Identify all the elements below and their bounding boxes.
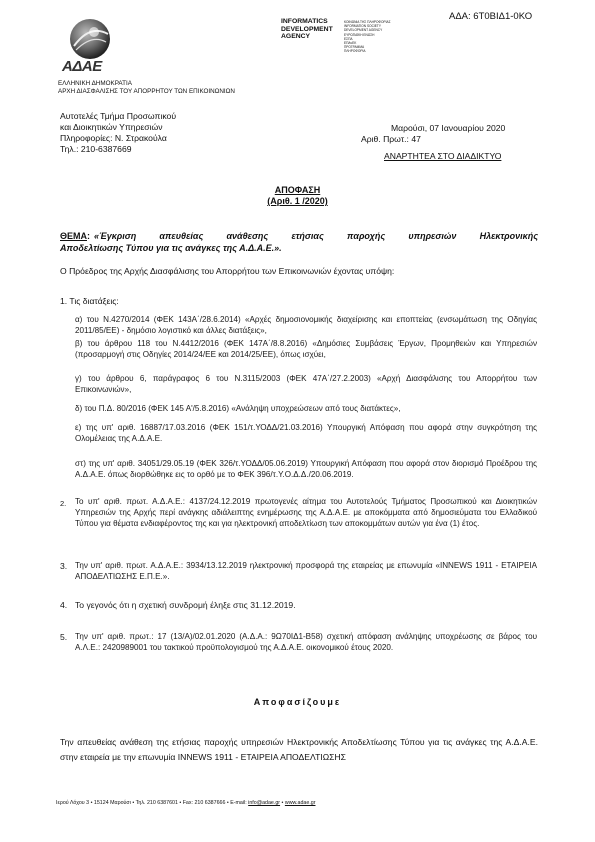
ida-small-1: ΚΟΙΝΩΝΙΑ ΤΗΣ ΠΛΗΡΟΦΟΡΙΑΣ [344, 20, 391, 24]
ida-small-text [344, 20, 391, 54]
provision-d: δ) του Π.Δ. 80/2016 (ΦΕΚ 145 Α'/5.8.2016) «Ανάληψη υποχρεώσεων από τους διατάκτες», [75, 404, 401, 413]
ida-small-3: DEVELOPMENT AGENCY [344, 28, 383, 33]
protocol-number: Αριθ. Πρωτ.: 47 [361, 134, 421, 144]
organization-name [58, 80, 235, 96]
ada-code: ΑΔΑ: 6Τ0ΒΙΔ1-0ΚΟ [449, 11, 533, 22]
provision-f: στ) της υπ' αριθ. 34051/29.05.19 (ΦΕΚ 326/τ.ΥΟΔΔ/05.06.2019) Υπουργική Απόφαση που αφορά στον διορισμό Προέδρου της Α.Δ.Α.Ε. όπως διορθώθηκε εις το ορθό με το ΦΕΚ 396/τ.Υ.Ο.Δ.Δ./20.06.2019. [75, 459, 537, 479]
item-2-text: Το υπ' αριθ. πρωτ. Α.Δ.Α.Ε.: 4137/24.12.2019 πρωτογενές αίτημα του Αυτοτελούς Τμήματος Προσωπικού και Διοικητικών Υπηρεσιών της Αρχής περί ανάγκης αδιάλειπτης ενημέρωσης της Α.Δ.Α.Ε. με αποκόμματα από δημοσιεύματα του Ελλαδικού Τύπου για θέματα ενδιαφέροντος της και για ηλεκτρονική αποδελτίωση των αποκομμάτων αυτών για ένα (1) έτος. [75, 497, 537, 528]
decision-heading: Αποφασίζουμε [253, 697, 342, 707]
department-line-1: Αυτοτελές Τμήμα Προσωπικού [60, 111, 177, 121]
item-5-text: Την υπ' αριθ. πρωτ.: 17 (13/Α)/02.01.2020 (Α.Δ.Α.: 9Ω70ΙΔ1-Β58) σχετική απόφαση ανάληψης υποχρέωσης σε βάρος του Α.Λ.Ε.: 2420989001 του τακτικού προϋπολογισμού της Α.Δ.Α.Ε. οικονομικού έτους 2020. [75, 632, 537, 652]
subject: ΘΕΜΑ: «Έγκριση απευθείας ανάθεσης ετήσιας παροχής υπηρεσιών Ηλεκτρονικής Αποδελτίωσης Τύπου για τις ανάγκες της Α.Δ.Α.Ε.». [60, 231, 538, 253]
item-2-number: 2. [60, 499, 67, 508]
provision-b: β) του άρθρου 118 του Ν.4412/2016 (ΦΕΚ 147Α΄/8.8.2016) «Δημόσιες Συμβάσεις Έργων, Προμηθειών και Υπηρεσιών (προσαρμογή στις Οδηγίες 2014/24/ΕΕ και 2014/25/ΕΕ), όπως ισχύει, [75, 339, 537, 359]
title-line-2: (Αριθ. 1 /2020) [267, 196, 328, 206]
ida-small-8: ΠΛΗΡΟΦΟΡΙΑ [344, 49, 366, 54]
item-4-number: 4. [60, 600, 68, 610]
sender-info [60, 111, 176, 155]
contact-person: Πληροφορίες: Ν. Στρακούλα [60, 133, 167, 143]
provision-a: α) του Ν.4270/2014 (ΦΕΚ 143Α΄/28.6.2014) «Αρχές δημοσιονομικής διαχείρισης και εποπτείας (ενσωμάτωση της Οδηγίας 2011/85/ΕΕ) - δημόσιο λογιστικό και άλλες διατάξεις», [75, 315, 537, 335]
phone-number: Τηλ.: 210-6387669 [60, 144, 132, 154]
adae-logo-text: ΑΔΑΕ [62, 58, 102, 75]
footer-address: Ιερού Λόχου 3 • 15124 Μαρούσι • Τηλ. 210 6387601 • Fax: 210 6387666 • E-mail: [56, 800, 247, 806]
ida-logo [281, 18, 333, 41]
org-line-1: ΕΛΛΗΝΙΚΗ ΔΗΜΟΚΡΑΤΙΑ [58, 80, 132, 87]
ida-small-4: ΕΥΡΩΠΑΪΚΗ ΕΝΩΣΗ [344, 32, 375, 37]
item-5-number: 5. [60, 632, 68, 642]
item-1-heading: 1. Τις διατάξεις: [60, 296, 119, 306]
subject-line-1: «Έγκριση απευθείας ανάθεσης ετήσιας παροχής υπηρεσιών Ηλεκτρονικής [94, 231, 538, 241]
footer: Ιερού Λόχου 3 • 15124 Μαρούσι • Τηλ. 210 6387601 • Fax: 210 6387666 • E-mail: info@adae.gr • www.adae.gr [56, 800, 316, 806]
intro-text: Ο Πρόεδρος της Αρχής Διασφάλισης του Απορρήτου των Επικοινωνιών έχοντας υπόψη: [60, 266, 395, 276]
ida-line-1: INFORMATICS [281, 18, 328, 25]
provision-e: ε) της υπ' αριθ. 16887/17.03.2016 (ΦΕΚ 151/τ.ΥΟΔΔ/21.03.2016) Υπουργική Απόφαση που αφορά στην συγκρότηση της Ολομέλειας της Α.Δ.Α.Ε. [75, 423, 537, 443]
online-posting-note: ΑΝΑΡΤΗΤΕΑ ΣΤΟ ΔΙΑΔΙΚΤΥΟ [384, 151, 502, 161]
ida-small-2: INFORMATION SOCIETY [344, 24, 381, 29]
subject-line-2: Αποδελτίωσης Τύπου για τις ανάγκες της Α.Δ.Α.Ε.». [60, 243, 282, 253]
subject-label: ΘΕΜΑ [60, 231, 87, 241]
decision-title [0, 185, 595, 207]
department-line-2: και Διοικητικών Υπηρεσιών [60, 122, 163, 132]
decision-text: Την απευθείας ανάθεση της ετήσιας παροχής υπηρεσιών Ηλεκτρονικής Αποδελτίωσης Τύπου για τις ανάγκες της Α.Δ.Α.Ε. στην εταιρεία με την επωνυμία INNEWS 1911 - ΕΤΑΙΡΕΙΑ ΑΠΟΔΕΛΤΙΩΣΗΣ [60, 737, 538, 762]
ida-small-6: ΕΠΑνΕΚ [344, 41, 357, 46]
ida-small-5: ΕΣΠΑ [344, 36, 353, 41]
document-date: Μαρούσι, 07 Ιανουαρίου 2020 [391, 123, 506, 133]
ida-line-2: DEVELOPMENT [281, 25, 333, 33]
provision-c: γ) του άρθρου 6, παράγραφος 6 του Ν.3115/2003 (ΦΕΚ 47Α΄/27.2.2003) «Αρχή Διασφάλισης του Απορρήτου των Επικοινωνιών», [75, 374, 537, 394]
footer-web-link[interactable]: www.adae.gr [284, 800, 316, 806]
item-3-text: Την υπ' αριθ. πρωτ. Α.Δ.Α.Ε.: 3934/13.12.2019 ηλεκτρονική προσφορά της εταιρείας με επωνυμία «INNEWS 1911 - ΕΤΑΙΡΕΙΑ ΑΠΟΔΕΛΤΙΩΣΗΣ Ε.Π.Ε.». [75, 561, 537, 581]
org-line-2: ΑΡΧΗ ΔΙΑΣΦΑΛΙΣΗΣ ΤΟΥ ΑΠΟΡΡΗΤΟΥ ΤΩΝ ΕΠΙΚΟΙΝΩΝΙΩΝ [58, 88, 235, 95]
title-line-1: ΑΠΟΦΑΣΗ [274, 185, 321, 195]
footer-email-link[interactable]: info@adae.gr [248, 800, 281, 806]
ida-small-7: ΠΡΟΓΡΑΜΜΑ [344, 45, 365, 50]
adae-emblem-icon [64, 16, 114, 62]
item-4-text: Το γεγονός ότι η σχετική συνδρομή έληξε στις 31.12.2019. [75, 600, 296, 610]
item-3-number: 3. [60, 561, 68, 571]
ida-line-3: AGENCY [281, 33, 311, 40]
